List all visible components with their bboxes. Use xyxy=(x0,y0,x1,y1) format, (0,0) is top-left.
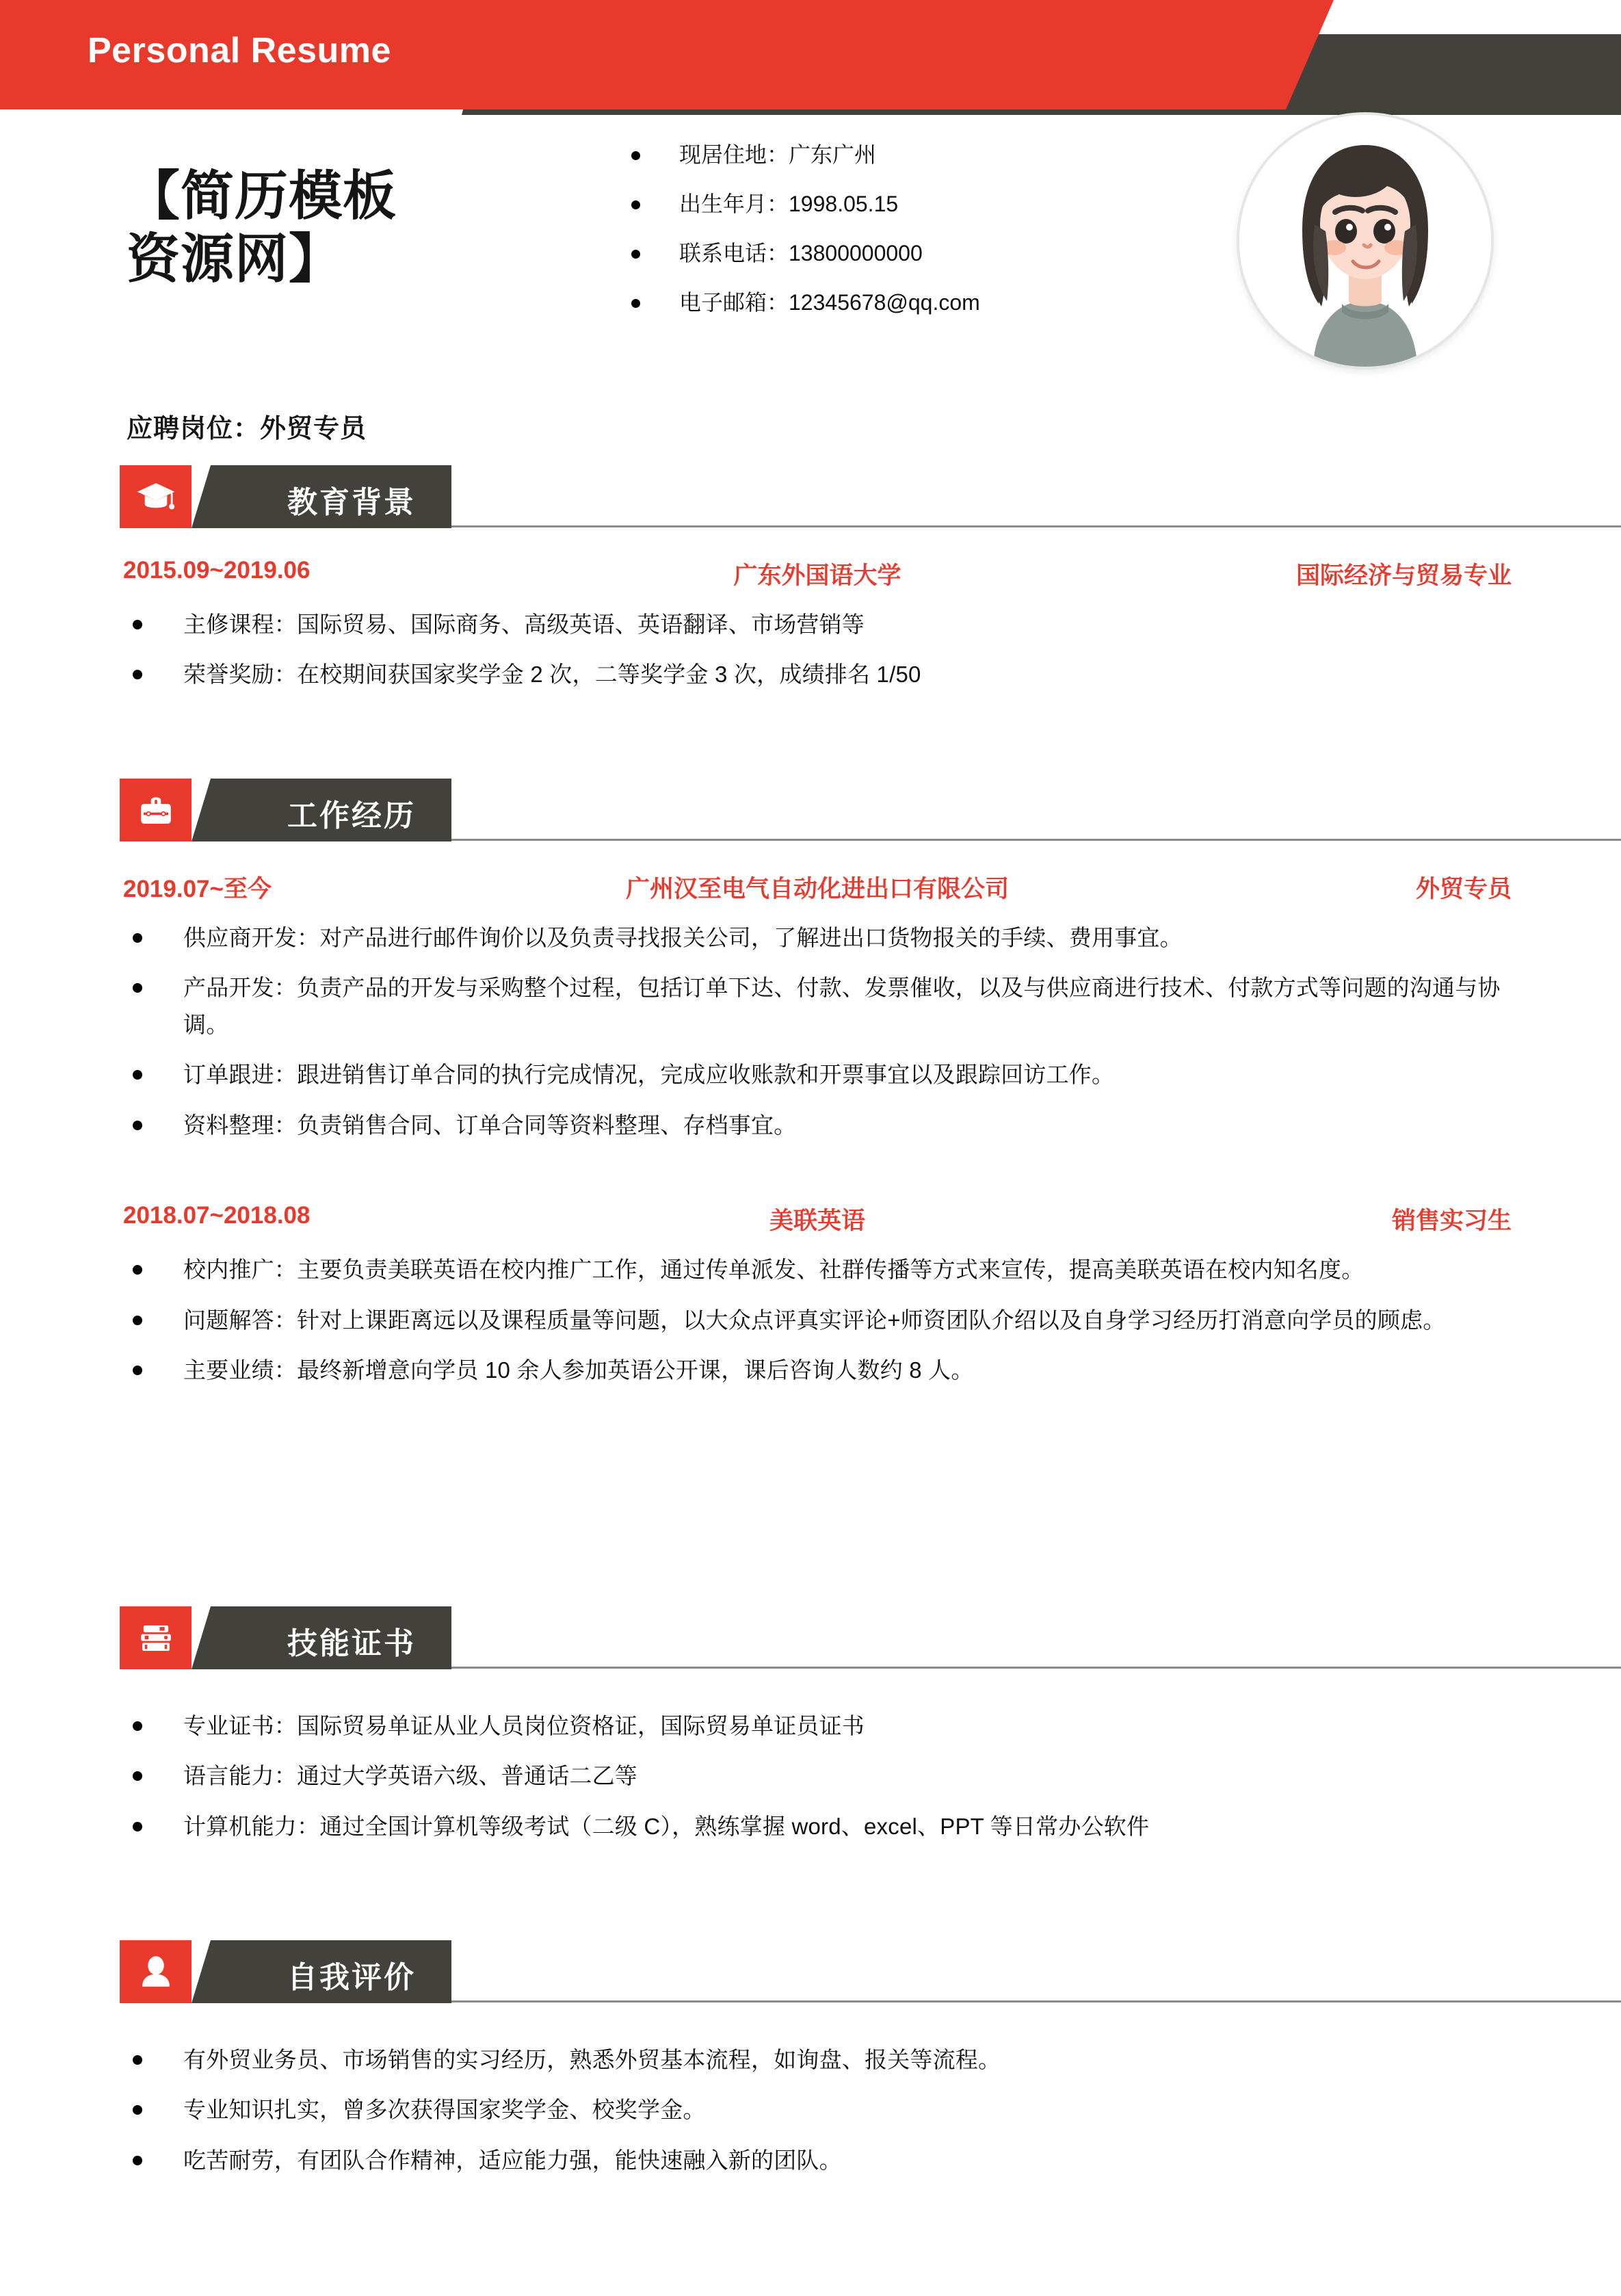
section-title-skills: 技能证书 xyxy=(287,1627,416,1660)
section-title-work: 工作经历 xyxy=(287,799,416,833)
contact-item-email: 电子邮箱：12345678@qq.com xyxy=(626,291,980,313)
section-work-experience xyxy=(0,779,1621,1389)
self-evaluation-bullets xyxy=(123,2041,1512,2178)
education-bullets xyxy=(123,606,1512,693)
books-stack-icon xyxy=(120,1606,192,1669)
work-entry-1 xyxy=(123,870,1512,906)
education-major: 国际经济与贸易专业 xyxy=(1295,562,1512,589)
education-school: 广东外国语大学 xyxy=(733,562,901,589)
list-item: 荣誉奖励：在校期间获国家奖学金 2 次，二等奖学金 3 次，成绩排名 1/50 xyxy=(123,656,1512,692)
work-role-2: 销售实习生 xyxy=(1391,1208,1512,1235)
section-self-evaluation xyxy=(0,1940,1621,2178)
graduation-cap-icon xyxy=(120,465,192,528)
contact-item-birthdate: 出生年月：1998.05.15 xyxy=(626,193,980,215)
list-item: 主要业绩：最终新增意向学员 10 余人参加英语公开课，课后咨询人数约 8 人。 xyxy=(123,1352,1512,1388)
work-bullets-2 xyxy=(123,1251,1512,1388)
list-item: 有外贸业务员、市场销售的实习经历，熟悉外贸基本流程，如询盘、报关等流程。 xyxy=(123,2041,1512,2078)
list-item: 专业知识扎实，曾多次获得国家奖学金、校奖学金。 xyxy=(123,2091,1512,2128)
contact-list xyxy=(626,144,980,341)
work-bullets-1 xyxy=(123,919,1512,1143)
contact-item-residence: 现居住地：广东广州 xyxy=(626,144,980,166)
candidate-name xyxy=(127,164,551,290)
work-role-1: 外贸专员 xyxy=(1415,876,1512,902)
section-header-self-evaluation xyxy=(120,1940,1621,2003)
briefcase-icon xyxy=(120,779,192,842)
section-title-education: 教育背景 xyxy=(287,486,416,519)
list-item: 产品开发：负责产品的开发与采购整个过程，包括订单下达、付款、发票催收，以及与供应商进行技术、付款方式等问题的沟通与协调。 xyxy=(123,969,1512,1043)
work-date-2: 2018.07~2018.08 xyxy=(123,1202,311,1229)
name-line-2: 资源网】 xyxy=(127,229,343,289)
section-education xyxy=(0,465,1621,693)
list-item: 校内推广：主要负责美联英语在校内推广工作，通过传单派发、社群传播等方式来宣传，提高美联英语在校内知名度。 xyxy=(123,1251,1512,1288)
section-header-work xyxy=(120,779,1621,842)
section-header-skills xyxy=(120,1606,1621,1669)
section-title-self-evaluation: 自我评价 xyxy=(287,1961,416,1994)
list-item: 问题解答：针对上课距离远以及课程质量等问题，以大众点评真实评论+师资团队介绍以及自身学习经历打消意向学员的顾虑。 xyxy=(123,1302,1512,1338)
section-skills xyxy=(0,1606,1621,1844)
skills-bullets xyxy=(123,1708,1512,1844)
avatar xyxy=(1239,115,1491,367)
list-item: 资料整理：负责销售合同、订单合同等资料整理、存档事宜。 xyxy=(123,1107,1512,1143)
name-line-1: 【简历模板 xyxy=(127,166,397,226)
banner-title: Personal Resume xyxy=(88,31,391,70)
list-item: 主修课程：国际贸易、国际商务、高级英语、英语翻译、市场营销等 xyxy=(123,606,1512,642)
education-date: 2015.09~2019.06 xyxy=(123,557,311,584)
work-company-2: 美联英语 xyxy=(769,1208,865,1235)
list-item: 语言能力：通过大学英语六级、普通话二乙等 xyxy=(123,1758,1512,1794)
work-company-1: 广州汉至电气自动化进出口有限公司 xyxy=(625,876,1009,902)
list-item: 供应商开发：对产品进行邮件询价以及负责寻找报关公司，了解进出口货物报关的手续、费用事宜。 xyxy=(123,919,1512,956)
contact-item-phone: 联系电话：13800000000 xyxy=(626,242,980,264)
section-header-education xyxy=(120,465,1621,528)
top-banner xyxy=(0,0,1621,123)
work-date-1: 2019.07~至今 xyxy=(123,876,272,902)
work-entry-2 xyxy=(123,1202,1512,1238)
education-entry xyxy=(123,557,1512,592)
list-item: 吃苦耐劳，有团队合作精神，适应能力强，能快速融入新的团队。 xyxy=(123,2142,1512,2178)
person-icon xyxy=(120,1940,192,2003)
applied-position: 应聘岗位：外贸专员 xyxy=(127,415,367,443)
list-item: 专业证书：国际贸易单证从业人员岗位资格证，国际贸易单证员证书 xyxy=(123,1708,1512,1744)
list-item: 计算机能力：通过全国计算机等级考试（二级 C），熟练掌握 word、excel、PPT 等日常办公软件 xyxy=(123,1808,1512,1844)
list-item: 订单跟进：跟进销售订单合同的执行完成情况，完成应收账款和开票事宜以及跟踪回访工作。 xyxy=(123,1056,1512,1093)
